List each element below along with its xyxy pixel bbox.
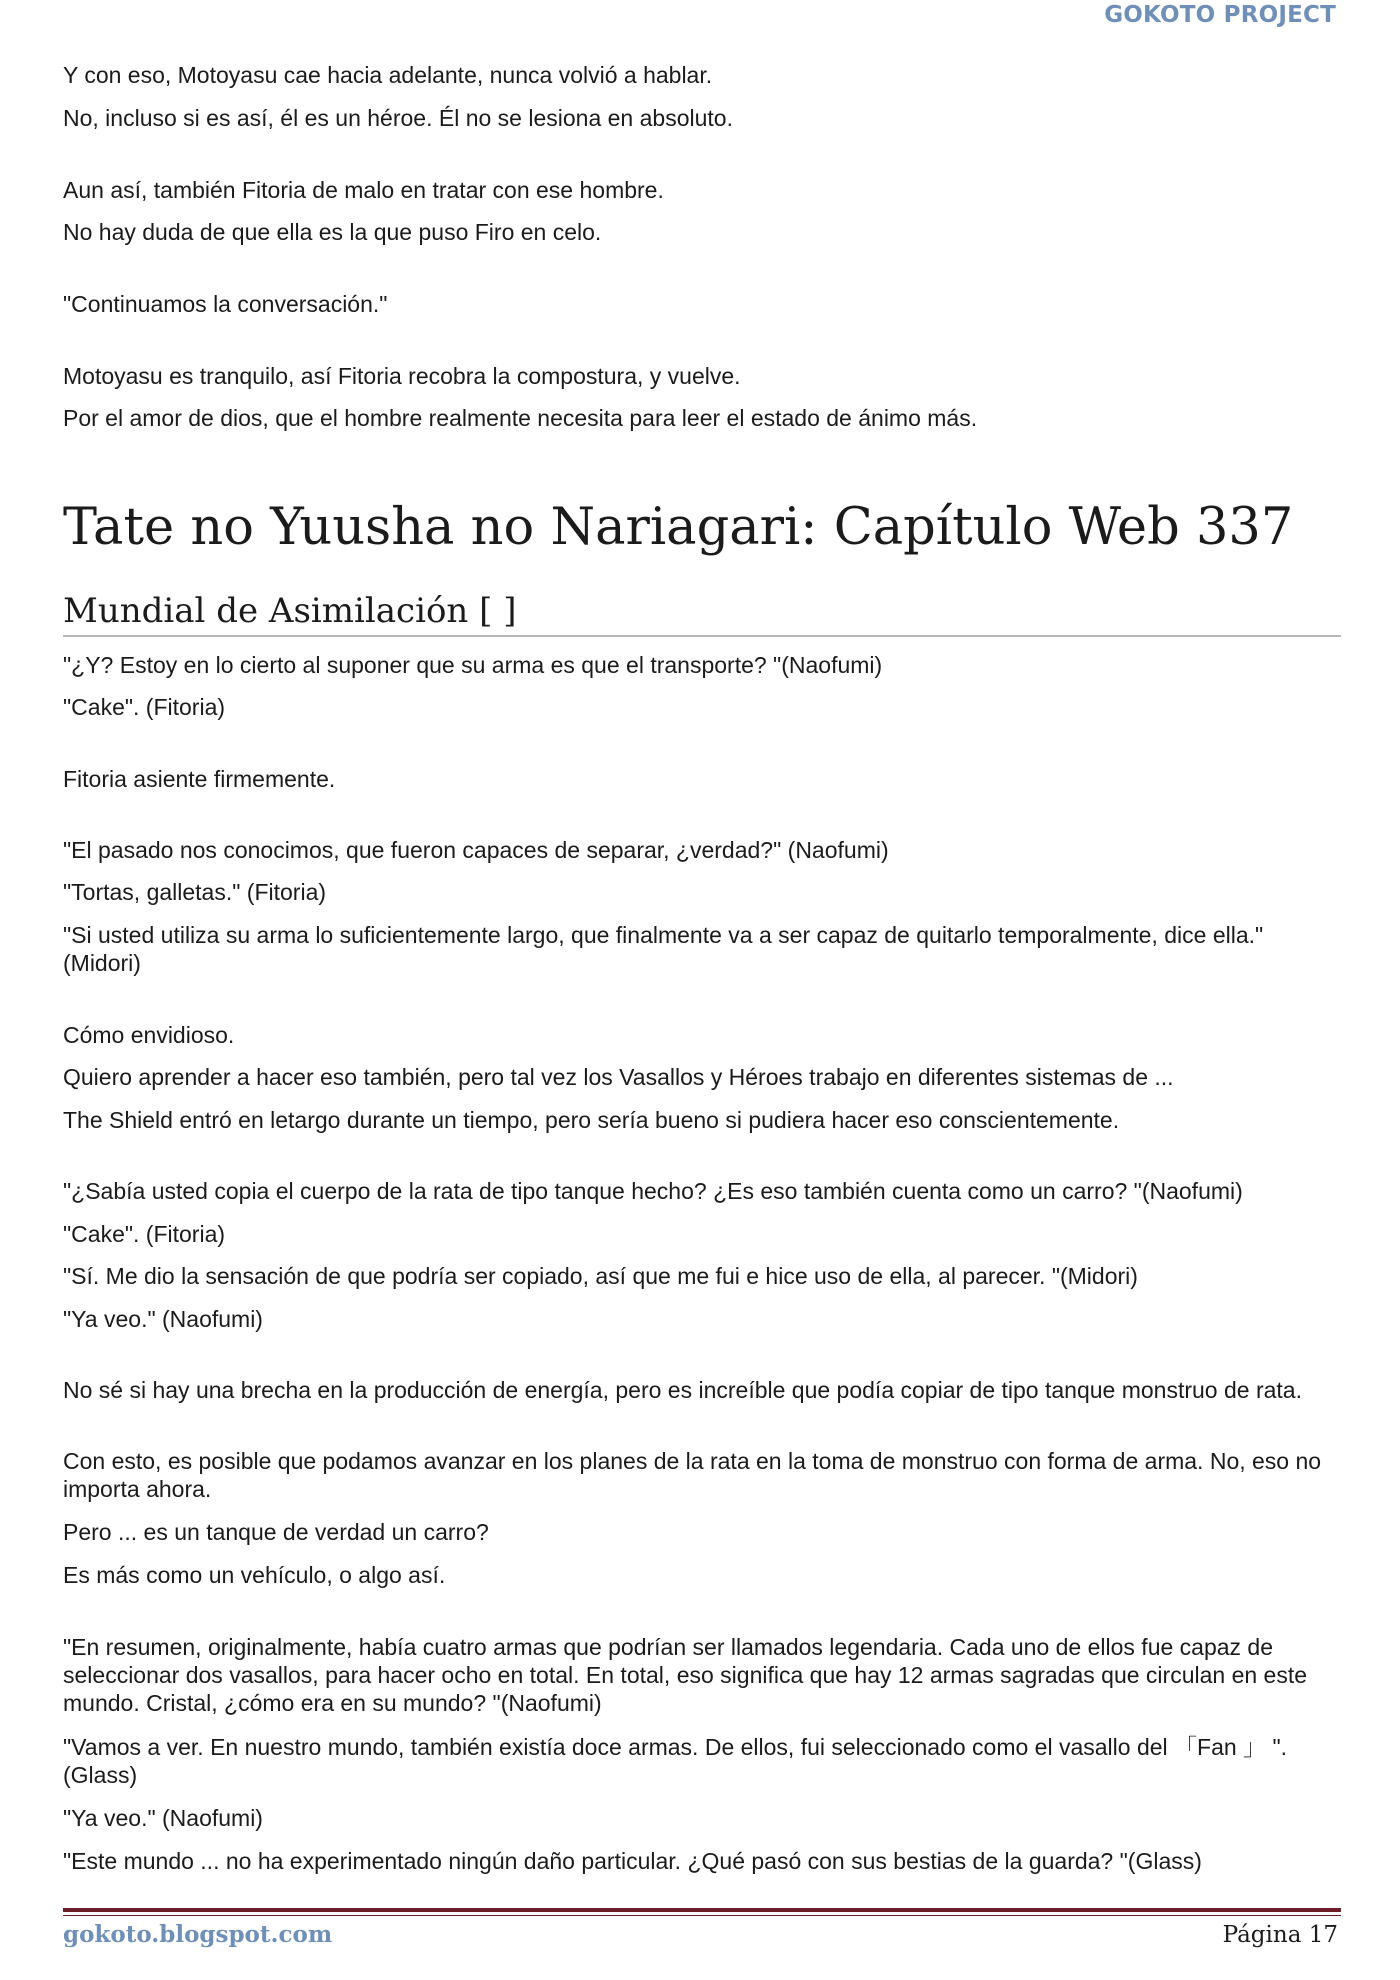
footer-divider (63, 1908, 1341, 1912)
paragraph: "Cake". (Fitoria) (63, 694, 226, 720)
paragraph: "Continuamos la conversación." (63, 291, 388, 317)
paragraph: No hay duda de que ella es la que puso Firo en celo. (63, 219, 602, 245)
paragraph: "Cake". (Fitoria) (63, 1221, 226, 1247)
paragraph: Y con eso, Motoyasu cae hacia adelante, nunca volvió a hablar. (63, 62, 713, 88)
subtitle-divider (63, 635, 1341, 637)
paragraph: Motoyasu es tranquilo, así Fitoria recobra la compostura, y vuelve. (63, 363, 741, 389)
paragraph: Es más como un vehículo, o algo así. (63, 1562, 446, 1588)
paragraph: No, incluso si es así, él es un héroe. Él no se lesiona en absoluto. (63, 105, 733, 131)
paragraph: "Sí. Me dio la sensación de que podría ser copiado, así que me fui e hice uso de ella, al parecer. "(Midori) (63, 1263, 1138, 1289)
paragraph: "Ya veo." (Naofumi) (63, 1306, 263, 1332)
chapter-subtitle: Mundial de Asimilación [ ] (63, 591, 517, 631)
paragraph: Por el amor de dios, que el hombre realmente necesita para leer el estado de ánimo más. (63, 405, 978, 431)
paragraph: Quiero aprender a hacer eso también, pero tal vez los Vasallos y Héroes trabajo en diferentes sistemas de ... (63, 1064, 1174, 1090)
paragraph: "¿Y? Estoy en lo cierto al suponer que su arma es que el transporte? "(Naofumi) (63, 652, 883, 678)
paragraph: "Tortas, galletas." (Fitoria) (63, 879, 327, 905)
paragraph: Aun así, también Fitoria de malo en tratar con ese hombre. (63, 177, 664, 203)
paragraph: "Si usted utiliza su arma lo suficientemente largo, que finalmente va a ser capaz de quitarlo temporalmente, dice ella." (Midori) (63, 922, 1264, 976)
header-brand: GOKOTO PROJECT (1104, 2, 1336, 28)
paragraph: No sé si hay una brecha en la producción de energía, pero es increíble que podía copiar de tipo tanque monstruo de rata. (63, 1377, 1302, 1403)
paragraph: The Shield entró en letargo durante un tiempo, pero sería bueno si pudiera hacer eso conscientemente. (63, 1107, 1120, 1133)
paragraph: Pero ... es un tanque de verdad un carro? (63, 1519, 489, 1545)
paragraph: Cómo envidioso. (63, 1022, 235, 1048)
paragraph: "En resumen, originalmente, había cuatro armas que podrían ser llamados legendaria. Cada uno de ellos fue capaz de seleccionar dos vasallos, para hacer ocho en total. En total, eso significa que hay 12 armas sagradas que circulan en este mundo. Cristal, ¿cómo era en su mundo? "(Naofumi) (63, 1634, 1308, 1716)
paragraph: "Este mundo ... no ha experimentado ningún daño particular. ¿Qué pasó con sus bestias de la guarda? "(Glass) (63, 1848, 1202, 1874)
paragraph: "Ya veo." (Naofumi) (63, 1805, 263, 1831)
paragraph: "¿Sabía usted copia el cuerpo de la rata de tipo tanque hecho? ¿Es eso también cuenta como un carro? "(Naofumi) (63, 1178, 1243, 1204)
paragraph: Fitoria asiente firmemente. (63, 766, 336, 792)
chapter-title: Tate no Yuusha no Nariagari: Capítulo Web 337 (63, 498, 1294, 557)
footer-divider-thin (63, 1915, 1341, 1916)
footer-site-link[interactable]: gokoto.blogspot.com (63, 1921, 333, 1948)
paragraph: Con esto, es posible que podamos avanzar en los planes de la rata en la toma de monstruo con forma de arma. No, eso no importa ahora. (63, 1448, 1322, 1502)
paragraph: "Vamos a ver. En nuestro mundo, también existía doce armas. De ellos, fui seleccionado como el vasallo del 「Fan 」 ". (Glass) (63, 1734, 1287, 1788)
paragraph: "El pasado nos conocimos, que fueron capaces de separar, ¿verdad?" (Naofumi) (63, 837, 889, 863)
page-number: Página 17 (1222, 1922, 1338, 1948)
